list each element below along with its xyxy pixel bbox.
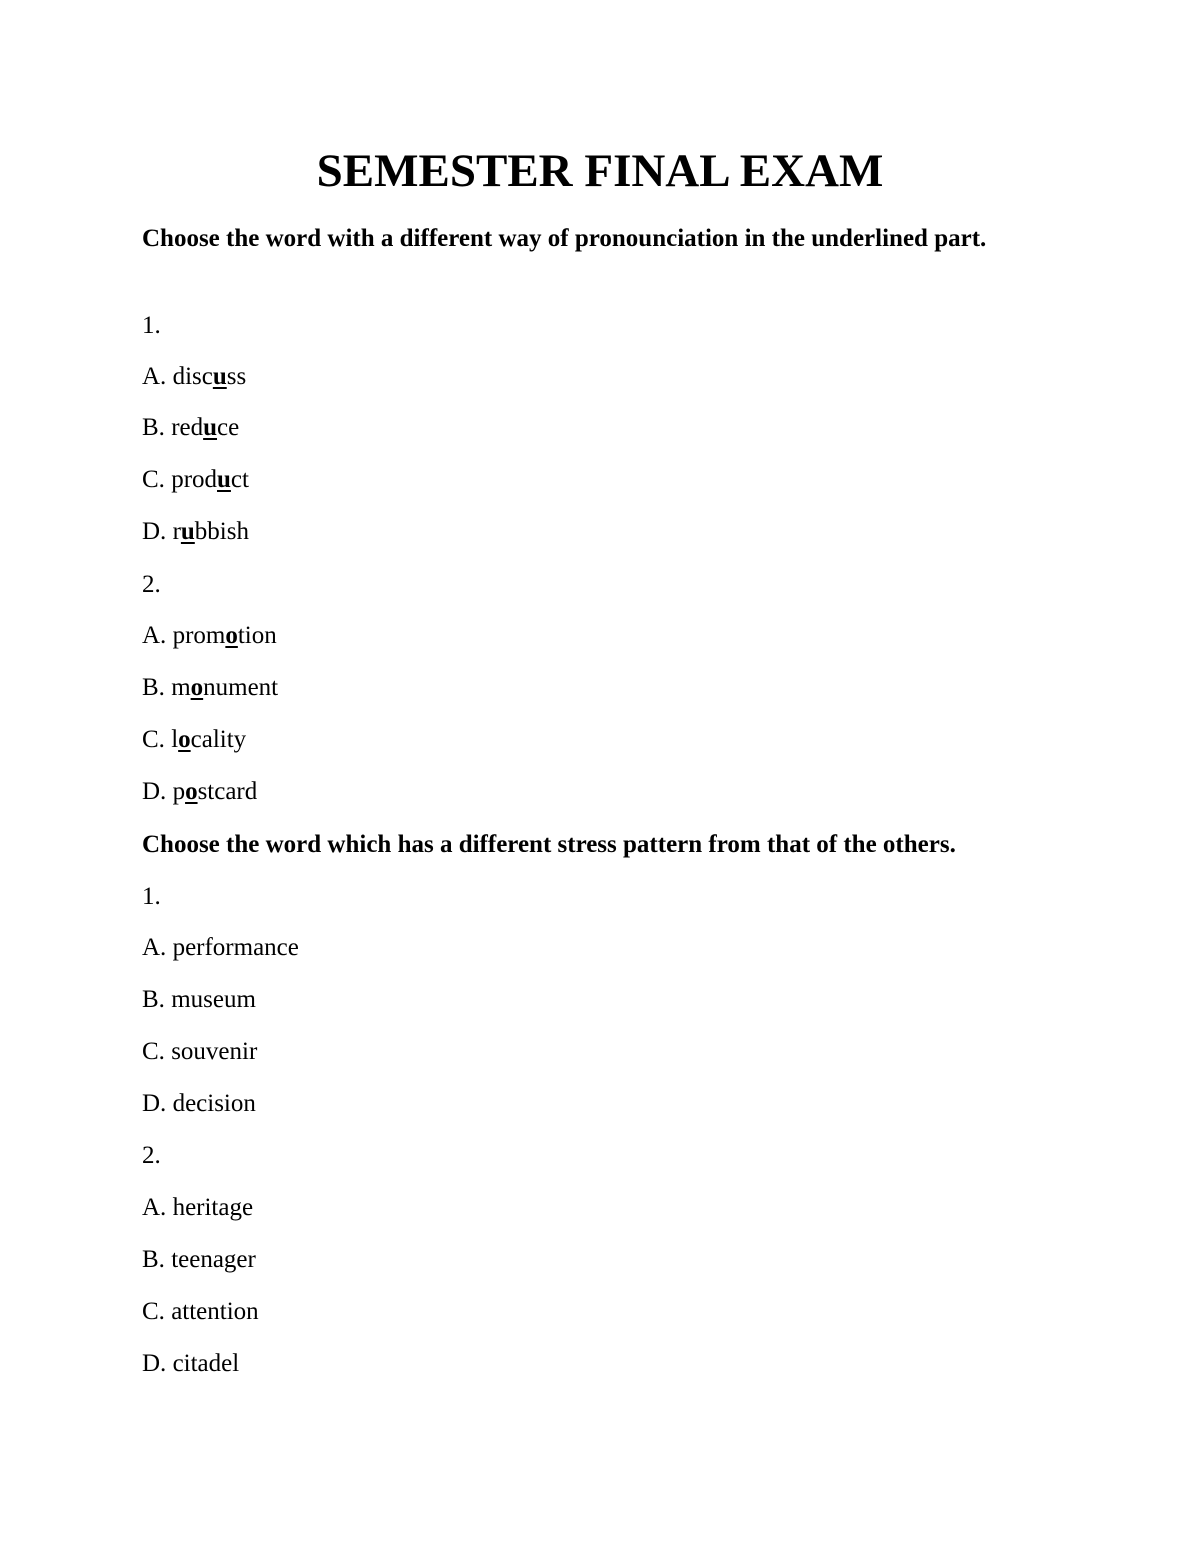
section2-q2-option-a: A. heritage bbox=[142, 1194, 254, 1221]
section1-q1-option-a: A. discuss bbox=[142, 363, 247, 390]
section2-q1-option-a: A. performance bbox=[142, 934, 299, 961]
section2-q1-option-c: C. souvenir bbox=[142, 1038, 258, 1065]
section1-instruction: Choose the word with a different way of pronounciation in the underlined part. bbox=[142, 225, 987, 252]
section2-q2-option-d: D. citadel bbox=[142, 1350, 240, 1377]
section1-question-2-number: 2. bbox=[142, 571, 161, 598]
section2-q1-option-b: B. museum bbox=[142, 986, 256, 1013]
section2-question-2-number: 2. bbox=[142, 1142, 161, 1169]
section2-q2-option-c: C. attention bbox=[142, 1298, 259, 1325]
section2-q1-option-d: D. decision bbox=[142, 1090, 256, 1117]
section1-q1-option-b: B. reduce bbox=[142, 414, 240, 441]
section1-q2-option-b: B. monument bbox=[142, 674, 279, 701]
section1-q1-option-c: C. product bbox=[142, 466, 249, 493]
section2-question-1-number: 1. bbox=[142, 883, 161, 910]
page-title: SEMESTER FINAL EXAM bbox=[316, 145, 884, 197]
section1-q2-option-d: D. postcard bbox=[142, 778, 258, 805]
section2-instruction: Choose the word which has a different stress pattern from that of the others. bbox=[142, 831, 956, 858]
section2-q2-option-b: B. teenager bbox=[142, 1246, 256, 1273]
section1-q2-option-c: C. locality bbox=[142, 726, 247, 753]
section1-q2-option-a: A. promotion bbox=[142, 622, 277, 649]
section1-question-1-number: 1. bbox=[142, 312, 161, 339]
section1-q1-option-d: D. rubbish bbox=[142, 518, 249, 545]
